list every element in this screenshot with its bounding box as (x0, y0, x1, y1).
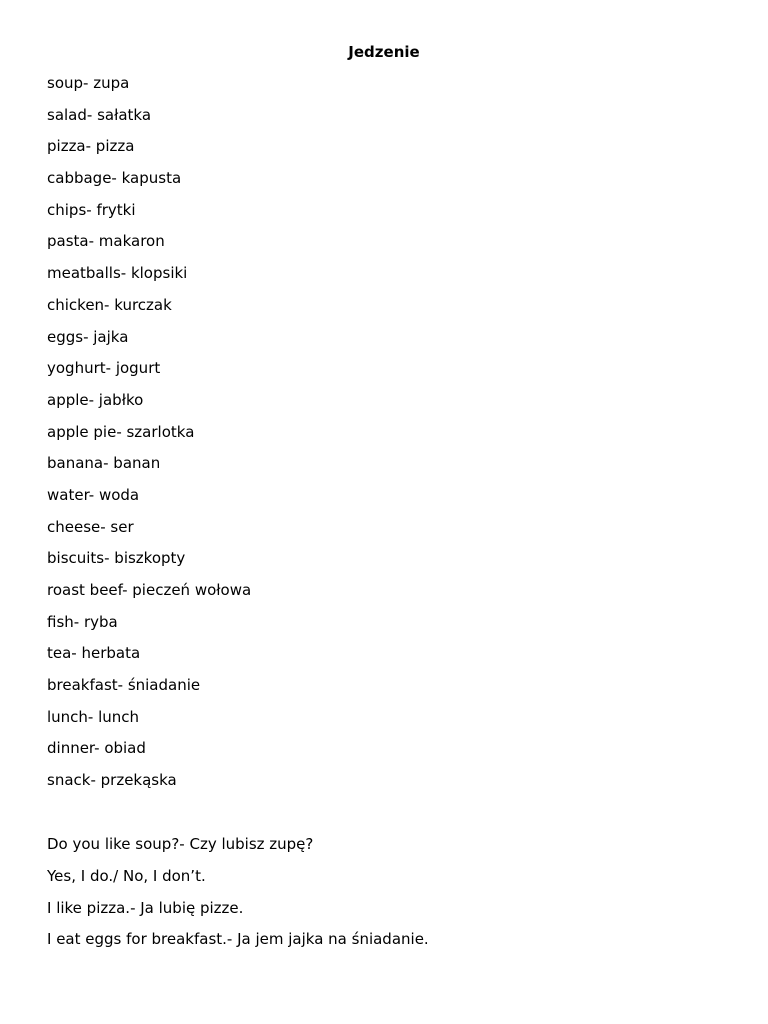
phrase-list (47, 834, 429, 961)
list-item: eggs- jajka (47, 327, 129, 346)
list-item: chips- frytki (47, 200, 136, 219)
list-item: breakfast- śniadanie (47, 676, 201, 695)
list-item: soup- zupa (47, 74, 130, 92)
list-item: fish- ryba (47, 612, 118, 631)
phrase-item: Do you like soup?- Czy lubisz zupę? (47, 835, 314, 853)
vocabulary-list (47, 73, 251, 802)
list-item: roast beef- pieczeń wołowa (47, 581, 252, 599)
list-item: apple pie- szarlotka (47, 422, 195, 441)
list-item: yoghurt- jogurt (47, 359, 161, 378)
list-item: cabbage- kapusta (47, 169, 182, 188)
list-item: snack- przekąska (47, 771, 177, 790)
list-item: tea- herbata (47, 644, 141, 663)
list-item: dinner- obiad (47, 739, 146, 758)
list-item: chicken- kurczak (47, 295, 172, 314)
list-item: salad- sałatka (47, 105, 152, 124)
list-item: cheese- ser (47, 517, 134, 536)
phrase-item: I like pizza.- Ja lubię pizze. (47, 898, 244, 917)
list-item: biscuits- biszkopty (47, 549, 186, 568)
list-item: apple- jabłko (47, 390, 144, 409)
list-item: pizza- pizza (47, 137, 135, 156)
phrase-item: Yes, I do./ No, I don’t. (47, 866, 206, 885)
list-item: pasta- makaron (47, 232, 165, 251)
list-item: meatballs- klopsiki (47, 264, 188, 283)
list-item: banana- banan (47, 454, 161, 473)
page-title: Jedzenie (348, 43, 420, 61)
list-item: lunch- lunch (47, 707, 140, 726)
phrase-item: I eat eggs for breakfast.- Ja jem jajka na śniadanie. (47, 930, 429, 949)
list-item: water- woda (47, 485, 140, 504)
